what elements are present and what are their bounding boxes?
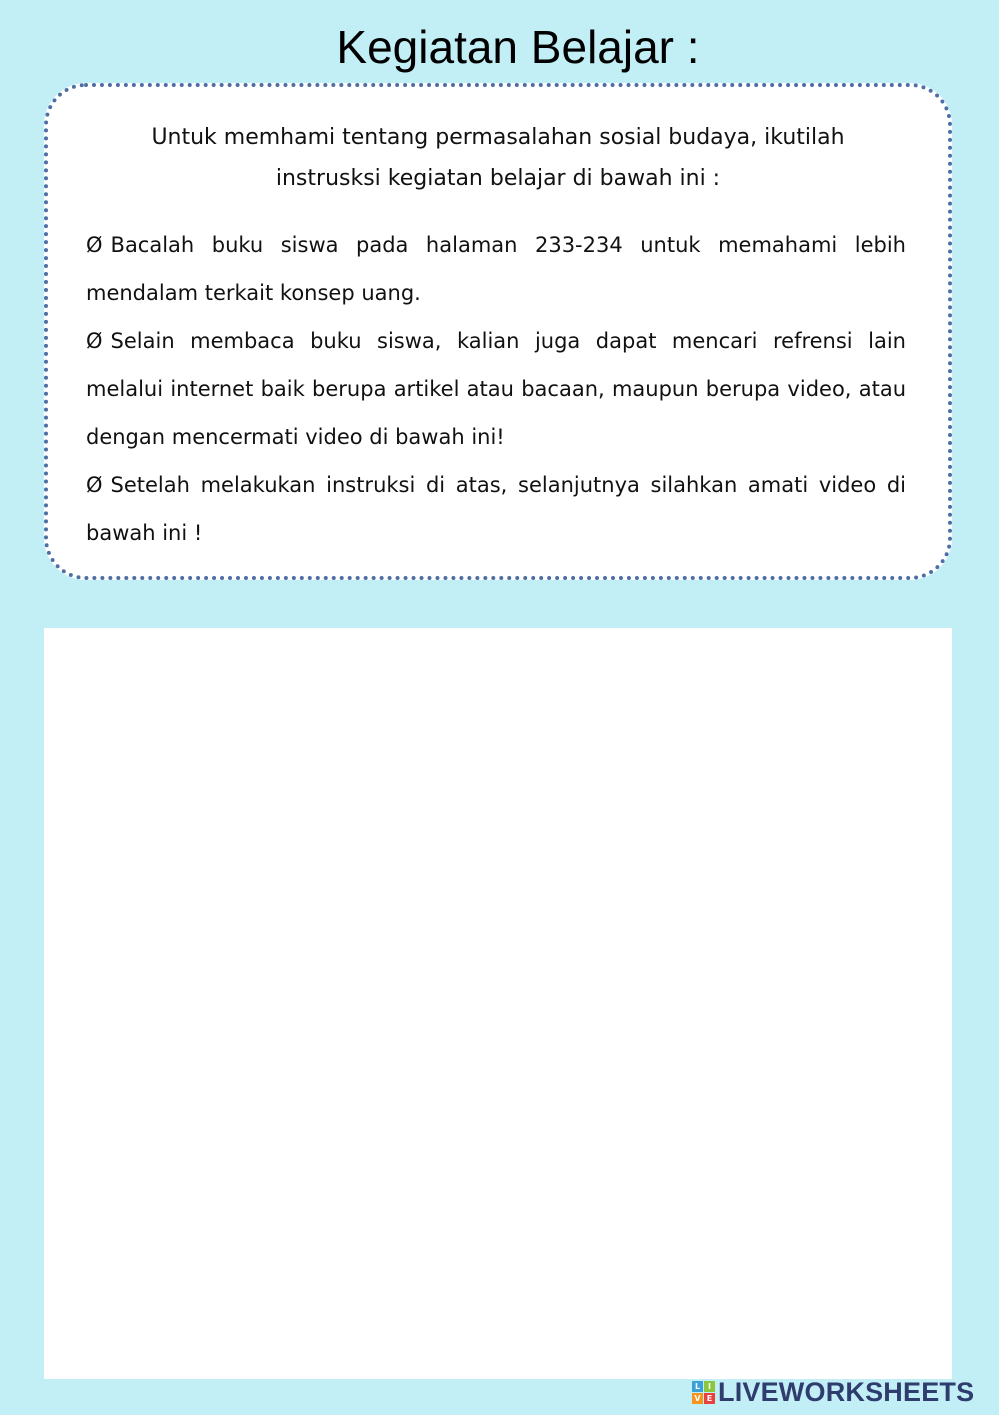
intro-line-1: Untuk memhami tentang permasalahan sosial budaya, ikutilah — [151, 125, 845, 150]
instruction-item — [86, 461, 906, 557]
logo-letter-v: V — [692, 1393, 703, 1404]
intro-text — [48, 117, 948, 199]
page-title: Kegiatan Belajar : — [336, 21, 700, 73]
video-embed-area[interactable] — [44, 628, 952, 1379]
bullet-marker: Ø — [86, 329, 103, 353]
instruction-text: Bacalah buku siswa pada halaman 233-234 untuk memahami lebih mendalam terkait konsep uang. — [86, 233, 906, 305]
instruction-item — [86, 221, 906, 317]
logo-letter-l: L — [692, 1381, 703, 1392]
logo-letter-e: E — [704, 1393, 715, 1404]
brand-name: LIVEWORKSHEETS — [718, 1376, 975, 1407]
instruction-item — [86, 317, 906, 461]
bullet-marker: Ø — [86, 233, 103, 257]
bullet-marker: Ø — [86, 473, 103, 497]
logo-letter-i: I — [704, 1381, 715, 1392]
intro-line-2: instrusksi kegiatan belajar di bawah ini : — [275, 166, 721, 191]
liveworksheets-brand — [692, 1375, 974, 1409]
instruction-text: Selain membaca buku siswa, kalian juga dapat mencari refrensi lain melalui internet baik berupa artikel atau bacaan, maupun berupa video, atau dengan mencermati video di bawah ini! — [86, 329, 906, 449]
liveworksheets-logo-icon — [692, 1381, 715, 1404]
instruction-text: Setelah melakukan instruksi di atas, selanjutnya silahkan amati video di bawah ini ! — [86, 473, 906, 545]
instruction-list — [86, 221, 906, 557]
instruction-box — [44, 83, 952, 580]
